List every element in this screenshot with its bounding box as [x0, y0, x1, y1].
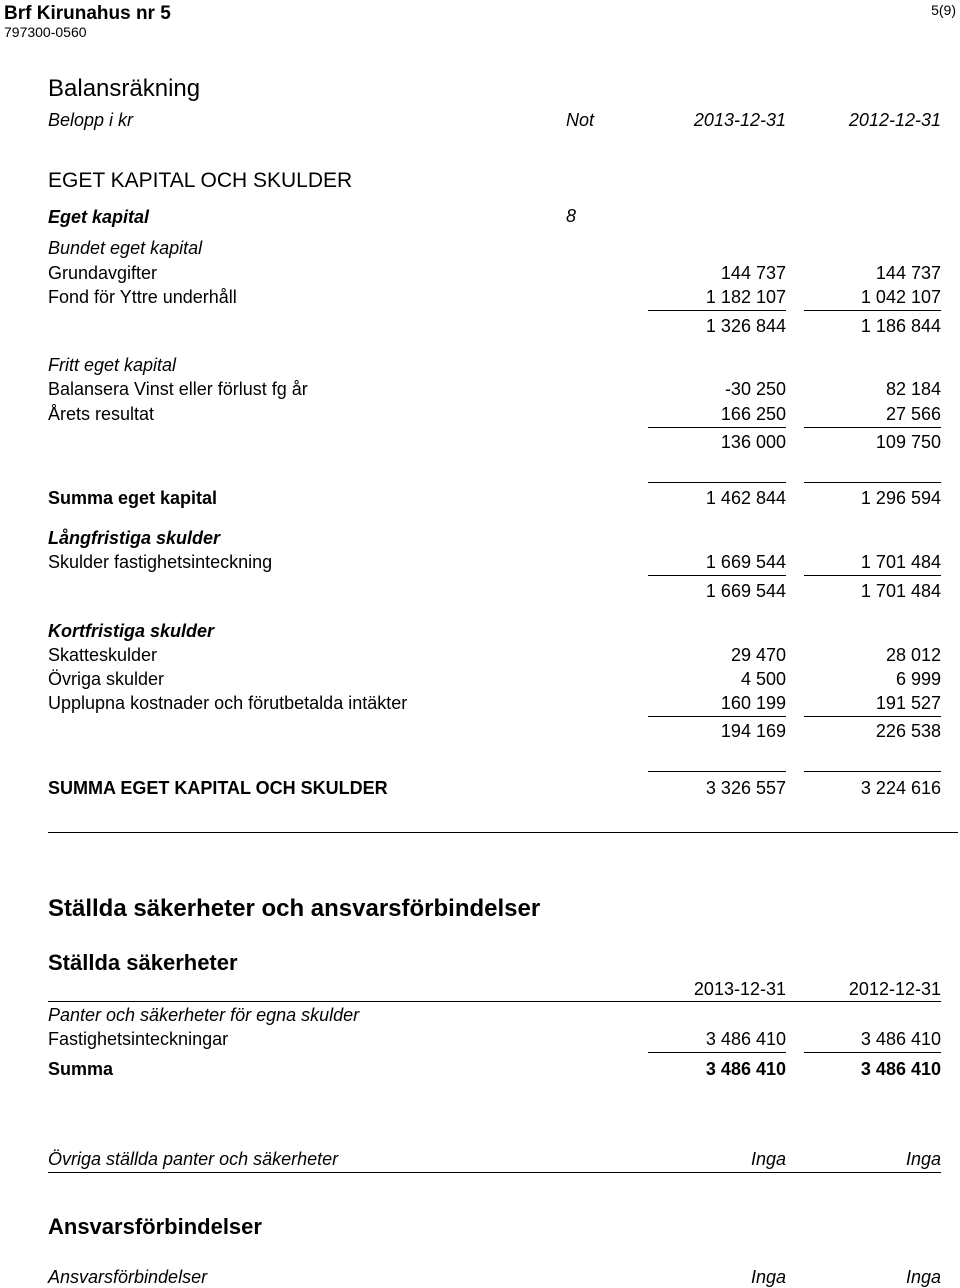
equity-total-label: Summa eget kapital — [48, 488, 218, 508]
grand-total-2013: 3 326 557 — [705, 778, 786, 798]
contingent-row-label: Ansvarsförbindelser — [48, 1267, 208, 1287]
page-number: 5(9) — [931, 2, 956, 18]
securities-total-2013: 3 486 410 — [705, 1059, 786, 1079]
row-rule — [48, 1172, 941, 1173]
grand-total-label: SUMMA EGET KAPITAL OCH SKULDER — [48, 778, 388, 798]
subtotal-rule — [804, 427, 941, 428]
subtotal-value-2012: 1 701 484 — [860, 581, 941, 601]
equity-total-2013: 1 462 844 — [705, 488, 786, 508]
grand-total-2012: 3 224 616 — [860, 778, 941, 798]
row-label: Grundavgifter — [48, 263, 158, 283]
row-value-2013: 166 250 — [720, 404, 786, 424]
row-label: Upplupna kostnader och förutbetalda intäkter — [48, 693, 408, 713]
row-value-2012: 144 737 — [875, 263, 941, 283]
subtotal-value-2012: 226 538 — [875, 721, 941, 741]
total-rule — [804, 482, 941, 483]
securities-total-2012: 3 486 410 — [860, 1059, 941, 1079]
column-header-year2: 2012-12-31 — [848, 979, 941, 999]
column-header-year1: 2013-12-31 — [693, 110, 786, 130]
subtotal-rule — [804, 716, 941, 717]
row-value-2012: 1 701 484 — [860, 552, 941, 572]
row-label: Fastighetsinteckningar — [48, 1029, 229, 1049]
equity-note-ref: 8 — [566, 206, 577, 226]
row-value-2013: 160 199 — [720, 693, 786, 713]
subtotal-value-2013: 1 326 844 — [705, 316, 786, 336]
row-value-2013: 4 500 — [740, 669, 786, 689]
securities-total-label: Summa — [48, 1059, 114, 1079]
row-value-2012: 3 486 410 — [860, 1029, 941, 1049]
row-value-2013: 1 182 107 — [705, 287, 786, 307]
row-value-2012: 82 184 — [885, 379, 941, 399]
subtotal-rule — [648, 1052, 786, 1053]
row-value-2012: 6 999 — [895, 669, 941, 689]
subtotal-rule — [648, 310, 786, 311]
securities-title: Ställda säkerheter och ansvarsförbindelser — [48, 895, 541, 922]
shortterm-debt-heading: Kortfristiga skulder — [48, 621, 215, 641]
row-value-2012: 28 012 — [885, 645, 941, 665]
section-title: EGET KAPITAL OCH SKULDER — [48, 169, 353, 192]
org-name: Brf Kirunahus nr 5 — [4, 3, 171, 24]
row-value-2013: 144 737 — [720, 263, 786, 283]
pledges-subheading: Panter och säkerheter för egna skulder — [48, 1005, 360, 1025]
contingent-row-2013: Inga — [750, 1267, 786, 1287]
longterm-debt-heading: Långfristiga skulder — [48, 528, 221, 548]
row-value-2013: -30 250 — [724, 379, 786, 399]
other-pledges-2013: Inga — [750, 1149, 786, 1169]
row-value-2013: 29 470 — [730, 645, 786, 665]
section-divider — [48, 832, 958, 833]
subtotal-rule — [804, 575, 941, 576]
total-rule — [648, 771, 786, 772]
subtotal-value-2013: 136 000 — [720, 432, 786, 452]
pledged-assets-heading: Ställda säkerheter — [48, 950, 238, 975]
row-label: Övriga skulder — [48, 669, 165, 689]
page-title: Balansräkning — [48, 75, 201, 102]
column-header-label: Belopp i kr — [48, 110, 134, 130]
header-rule — [48, 1001, 941, 1002]
subtotal-value-2013: 1 669 544 — [705, 581, 786, 601]
subtotal-rule — [804, 310, 941, 311]
restricted-equity-heading: Bundet eget kapital — [48, 238, 203, 258]
column-header-note: Not — [566, 110, 595, 130]
row-label: Balansera Vinst eller förlust fg år — [48, 379, 308, 399]
row-value-2012: 1 042 107 — [860, 287, 941, 307]
other-pledges-2012: Inga — [905, 1149, 941, 1169]
total-rule — [804, 771, 941, 772]
row-label: Årets resultat — [48, 404, 155, 424]
row-value-2012: 27 566 — [885, 404, 941, 424]
other-pledges-label: Övriga ställda panter och säkerheter — [48, 1149, 339, 1169]
contingent-row-2012: Inga — [905, 1267, 941, 1287]
equity-total-2012: 1 296 594 — [860, 488, 941, 508]
row-value-2013: 3 486 410 — [705, 1029, 786, 1049]
total-rule — [648, 482, 786, 483]
subtotal-rule — [648, 716, 786, 717]
column-header-year1: 2013-12-31 — [693, 979, 786, 999]
row-value-2013: 1 669 544 — [705, 552, 786, 572]
org-number: 797300-0560 — [4, 24, 87, 40]
free-equity-heading: Fritt eget kapital — [48, 355, 177, 375]
subtotal-value-2013: 194 169 — [720, 721, 786, 741]
row-label: Skulder fastighetsinteckning — [48, 552, 273, 572]
subtotal-value-2012: 109 750 — [875, 432, 941, 452]
subtotal-rule — [804, 1052, 941, 1053]
contingent-liabilities-heading: Ansvarsförbindelser — [48, 1214, 262, 1239]
subtotal-rule — [648, 427, 786, 428]
row-value-2012: 191 527 — [875, 693, 941, 713]
subtotal-rule — [648, 575, 786, 576]
row-label: Fond för Yttre underhåll — [48, 287, 237, 307]
row-label: Skatteskulder — [48, 645, 158, 665]
equity-heading: Eget kapital — [48, 207, 150, 227]
column-header-year2: 2012-12-31 — [848, 110, 941, 130]
subtotal-value-2012: 1 186 844 — [860, 316, 941, 336]
